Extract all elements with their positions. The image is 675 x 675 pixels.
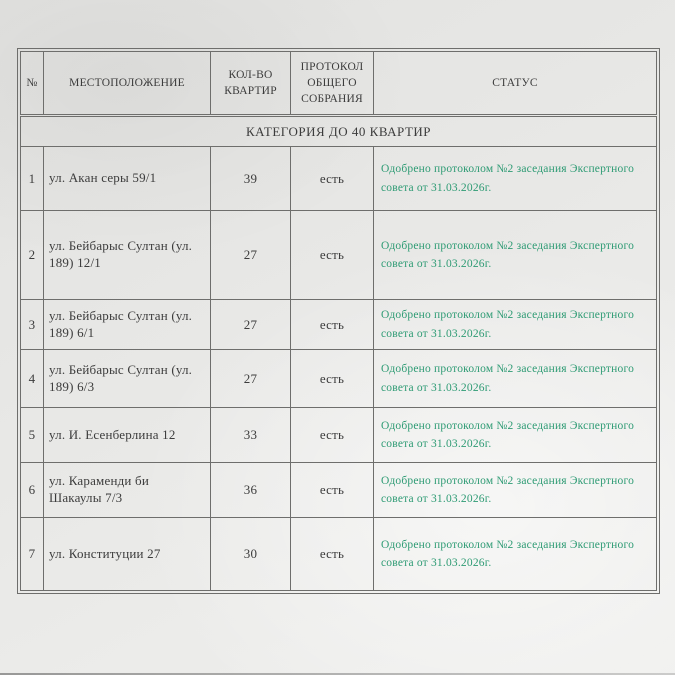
protocol-cell: есть (291, 300, 374, 350)
location-cell: ул. Акан серы 59/1 (44, 147, 211, 211)
apartments-count-cell: 27 (211, 300, 291, 350)
status-cell: Одобрено протоколом №2 заседания Экспертного совета от 31.03.2026г. (374, 408, 657, 463)
table-header-row (21, 52, 657, 116)
row-number-cell: 3 (21, 300, 44, 350)
protocol-cell: есть (291, 350, 374, 408)
status-cell: Одобрено протоколом №2 заседания Экспертного совета от 31.03.2026г. (374, 463, 657, 518)
column-header-location: МЕСТОПОЛОЖЕНИЕ (44, 52, 211, 116)
row-number-cell: 7 (21, 518, 44, 591)
row-number-cell: 5 (21, 408, 44, 463)
table-row (21, 408, 657, 463)
location-cell: ул. Бейбарыс Султан (ул. 189) 6/1 (44, 300, 211, 350)
location-cell: ул. Караменди би Шакаулы 7/3 (44, 463, 211, 518)
column-header-meeting-protocol: ПРОТОКОЛ ОБЩЕГО СОБРАНИЯ (291, 52, 374, 116)
table-row (21, 518, 657, 591)
location-cell: ул. Бейбарыс Султан (ул. 189) 6/3 (44, 350, 211, 408)
table-row (21, 147, 657, 211)
protocol-cell: есть (291, 463, 374, 518)
protocol-cell: есть (291, 147, 374, 211)
category-header-row (21, 116, 657, 147)
protocol-cell: есть (291, 211, 374, 300)
column-header-status: СТАТУС (374, 52, 657, 116)
apartments-count-cell: 30 (211, 518, 291, 591)
location-cell: ул. Конституции 27 (44, 518, 211, 591)
location-cell: ул. И. Есенберлина 12 (44, 408, 211, 463)
row-number-cell: 1 (21, 147, 44, 211)
apartments-count-cell: 33 (211, 408, 291, 463)
category-header: КАТЕГОРИЯ ДО 40 КВАРТИР (21, 116, 657, 147)
table-row (21, 350, 657, 408)
protocol-cell: есть (291, 408, 374, 463)
location-cell: ул. Бейбарыс Султан (ул. 189) 12/1 (44, 211, 211, 300)
protocol-cell: есть (291, 518, 374, 591)
status-cell: Одобрено протоколом №2 заседания Экспертного совета от 31.03.2026г. (374, 518, 657, 591)
status-cell: Одобрено протоколом №2 заседания Экспертного совета от 31.03.2026г. (374, 147, 657, 211)
approvals-table (17, 48, 660, 594)
status-cell: Одобрено протоколом №2 заседания Экспертного совета от 31.03.2026г. (374, 300, 657, 350)
apartments-count-cell: 27 (211, 350, 291, 408)
row-number-cell: 4 (21, 350, 44, 408)
row-number-cell: 6 (21, 463, 44, 518)
status-cell: Одобрено протоколом №2 заседания Экспертного совета от 31.03.2026г. (374, 350, 657, 408)
table-row (21, 300, 657, 350)
table-row (21, 463, 657, 518)
apartments-count-cell: 27 (211, 211, 291, 300)
table-row (21, 211, 657, 300)
apartments-count-cell: 39 (211, 147, 291, 211)
row-number-cell: 2 (21, 211, 44, 300)
apartments-count-cell: 36 (211, 463, 291, 518)
approvals-table-grid (20, 51, 657, 591)
status-cell: Одобрено протоколом №2 заседания Экспертного совета от 31.03.2026г. (374, 211, 657, 300)
column-header-apartments-count: КОЛ-ВО КВАРТИР (211, 52, 291, 116)
column-header-row-number: № (21, 52, 44, 116)
